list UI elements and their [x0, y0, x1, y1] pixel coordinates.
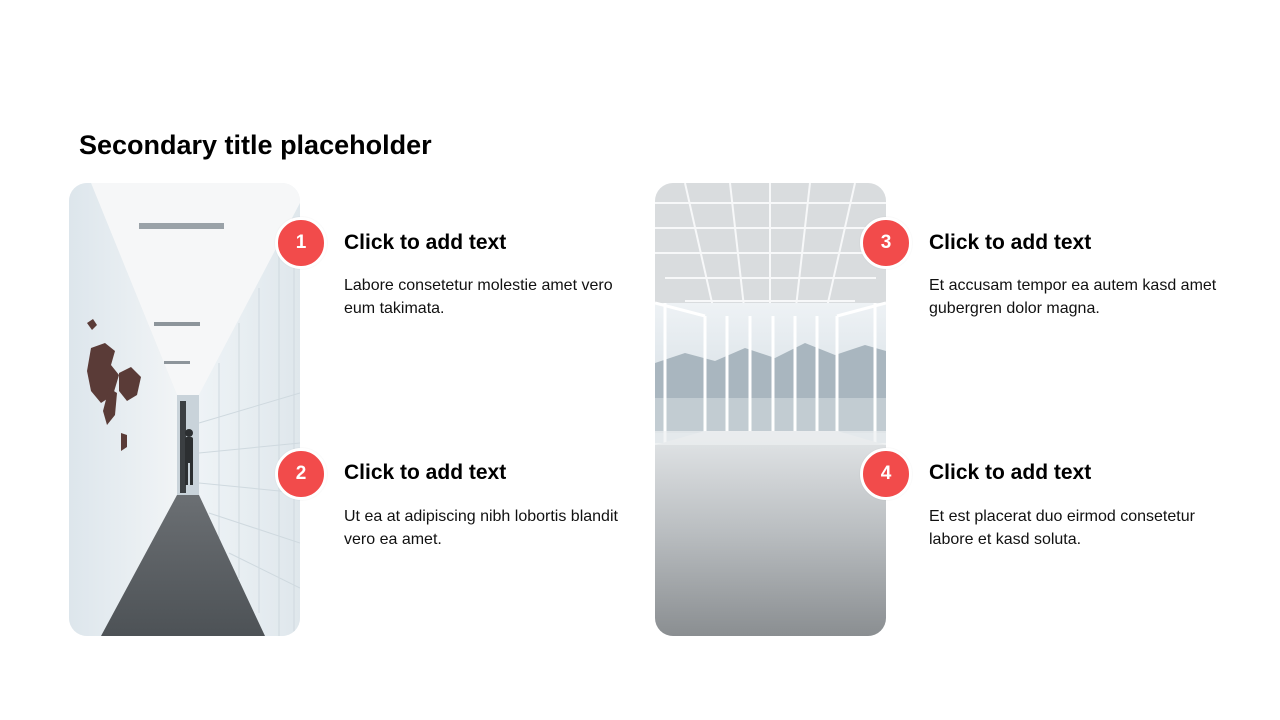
item-4-text[interactable]: Et est placerat duo eirmod consetetur labore et kasd soluta. — [929, 508, 1195, 548]
slide-title[interactable]: Secondary title placeholder — [79, 130, 432, 160]
item-3-heading[interactable]: Click to add text — [929, 231, 1092, 254]
number-badge-1: 1 — [275, 217, 327, 269]
number-badge-3: 3 — [860, 217, 912, 269]
corridor-image — [69, 183, 300, 636]
hall-image — [655, 183, 886, 636]
item-4-heading[interactable]: Click to add text — [929, 461, 1092, 484]
hall-photo[interactable] — [655, 183, 886, 636]
number-badge-4: 4 — [860, 448, 912, 500]
item-3-text[interactable]: Et accusam tempor ea autem kasd amet gubergren dolor magna. — [929, 277, 1217, 317]
number-badge-2: 2 — [275, 448, 327, 500]
item-1-text[interactable]: Labore consetetur molestie amet vero eum takimata. — [344, 277, 613, 317]
item-1-heading[interactable]: Click to add text — [344, 231, 507, 254]
corridor-photo[interactable] — [69, 183, 300, 636]
item-2-heading[interactable]: Click to add text — [344, 461, 507, 484]
item-2-text[interactable]: Ut ea at adipiscing nibh lobortis blandit vero ea amet. — [344, 508, 618, 548]
